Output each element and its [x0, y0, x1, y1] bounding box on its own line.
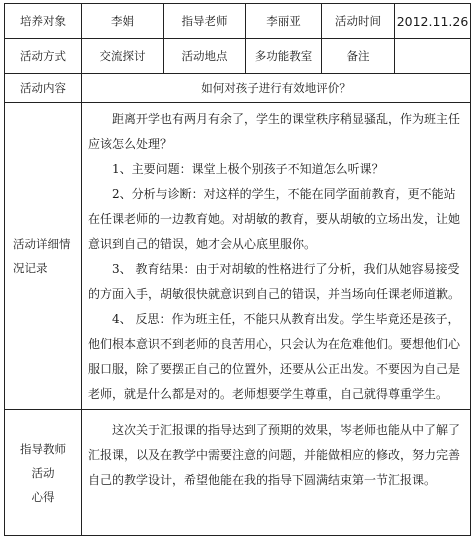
record-label-line1: 活动详细情	[13, 237, 71, 251]
note-label: 备注	[322, 39, 395, 74]
time-value: 2012.11.26	[395, 4, 471, 39]
mode-label: 活动方式	[5, 39, 82, 74]
mode-value: 交流探讨	[82, 39, 164, 74]
target-label: 培养对象	[5, 4, 82, 39]
record-paragraph: 3、 教育结果：由于对胡敏的性格进行了分析，我们从她容易接受的方面入手，胡敏很快就意识到自己的错误，并当场向任课老师道歉。	[88, 262, 461, 301]
place-value: 多功能教室	[246, 39, 322, 74]
activity-record-form	[4, 3, 470, 504]
record-paragraph: 1、主要问题：课堂上极个别孩子不知道怎么听课？	[112, 162, 384, 176]
record-paragraph: 2、分析与诊断：对这样的学生，不能在同学面前教育，更不能站在任课老师的一边教育她。对胡敏的教育，要从胡敏的立场出发，让她意识到自己的错误，她才会从心底里服你。	[88, 187, 461, 251]
time-label: 活动时间	[322, 4, 395, 39]
second-row	[5, 39, 471, 74]
record-table	[4, 3, 471, 536]
reflection-text: 这次关于汇报课的指导达到了预期的效果，岑老师也能从中了解了汇报课，以及在教学中需要注意的问题，并能做相应的修改，努力完善自己的教学设计，希望他能在我的指导下圆满结束第一节汇报课。	[88, 423, 461, 487]
reflection-body	[82, 410, 471, 536]
reflection-label-line1: 指导教师	[20, 441, 66, 456]
target-value: 李娟	[82, 4, 164, 39]
mentor-value: 李丽亚	[246, 4, 322, 39]
reflection-row	[5, 410, 471, 536]
record-row	[5, 103, 471, 410]
mentor-label: 指导老师	[164, 4, 246, 39]
content-value: 如何对孩子进行有效地评价？	[82, 74, 471, 103]
record-paragraph: 4、 反思：作为班主任，不能只从教育出发。学生毕竟还是孩子，他们根本意识不到老师的良苦用心，只会认为在危难他们。要想他们心服口服，除了要摆正自己的位置外，还要从公正出发。不要因为自己是老师，就是什么都是对的。老师想要学生尊重，自己就得尊重学生。	[88, 312, 461, 401]
header-row	[5, 4, 471, 39]
reflection-label-line3: 心得	[31, 489, 55, 504]
reflection-label	[5, 410, 82, 536]
record-body	[82, 103, 471, 410]
reflection-label-line2: 活动	[31, 465, 55, 480]
record-label	[5, 103, 82, 410]
note-value	[395, 39, 471, 74]
content-row	[5, 74, 471, 103]
record-paragraph: 距离开学也有两月有余了，学生的课堂秩序稍显骚乱，作为班主任应该怎么处理？	[88, 112, 461, 151]
record-label-line2: 况记录	[13, 261, 48, 275]
place-label: 活动地点	[164, 39, 246, 74]
content-label: 活动内容	[5, 74, 82, 103]
